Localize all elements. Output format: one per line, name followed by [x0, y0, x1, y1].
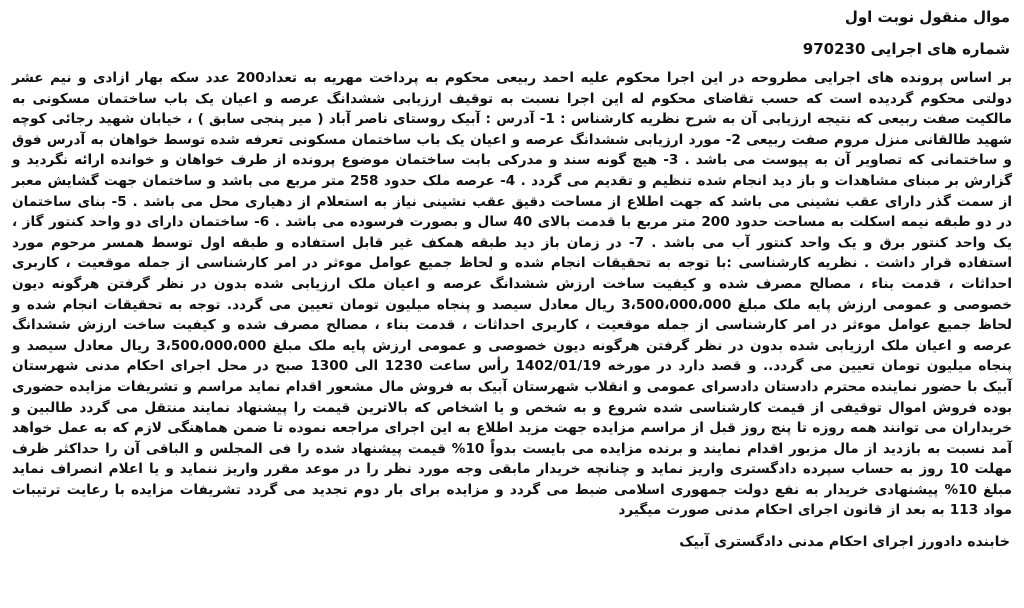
- signature-line: خابنده دادورز اجرای احکام مدنی دادگستری آبیک: [679, 534, 1010, 551]
- case-number-line: شماره های اجرایی 970230: [802, 40, 1010, 58]
- notice-body-paragraph: بر اساس پرونده های اجرایی مطروحه در این اجرا محکوم علیه احمد ربیعی محکوم به پرداخت مهریه به تعداد200 عدد سکه بهار ازادی و نیم عشر دولتی محکوم گردیده است که حسب تقاضای محکوم له این اجرا نسبت به توقیف ارزیابی ششدانگ عرصه و اعیان یک باب ساختمان مسکونی به مالکیت صفت ربیعی که نتیجه ارزیابی آن به شرح نظریه کارشناس : 1- آدرس : آبیک روستای ناصر آباد ( میر پنجی سابق ) ، خیابان شهید رجائی کوچه شهید طالقانی منزل مروم صفت ربیعی 2- مورد ارزیابی ششدانگ عرصه و اعیان یک باب ساختمان مسکونی تعرفه شده توسط خواهان به آدرس فوق و ساختمانی که تصاویر آن به پیوست می باشد . 3- هیچ گونه سند و مدرکی بابت ساختمان موضوع پرونده از طرف خواهان و خوانده ارائه نگردید و گزارش بر مبنای مشاهدات و باز دید انجام شده تنظیم و تقدیم می گردد . 4- عرصه ملک حدود 258 متر مربع می باشد و ساختمان جهت گشایش معبر از سمت گذر دارای عقب نشینی می باشد که جهت اطلاع از مساحت دقیق عقب نشینی نیاز به استعلام از دهیاری محل می باشد . 5- بنای ساختمان در دو طبقه نیمه اسکلت به مساحت حدود 200 متر مربع با قدمت بالای 40 سال و بصورت فرسوده می باشد . 6- ساختمان دارای دو واحد کنتور گاز ، یک واحد کنتور برق و یک واحد کنتور آب می باشد . 7- در زمان باز دید طبقه همکف غیر قابل استفاده و طبقه اول توسط همسر مرحوم مورد استفاده قرار داشت . نظریه کارشناسی :با توجه به تحقیقات انجام شده و لحاظ جمیع عوامل موءثر در امر کارشناسی از جمله موقعیت ، کاربری احداثات ، قدمت بناء ، مصالح مصرف شده و کیفیت ساخت ارزش ششدانگ عرصه و اعیان ملک ارزیابی شده بدون در نظر گرفتن هرگونه دیون خصوصی و عمومی ارزش پایه ملک مبلغ 3،500،000،000 ریال معادل سیصد و پنجاه میلیون تومان تعیین می گردد. توجه به تحقیقات انجام شده و لحاظ جمیع عوامل موءثر در امر کارشناسی از جمله موقعیت ، کاربری احداثات ، قدمت بناء ، مصالح مصرف شده و کیفیت ساخت ارزش ششدانگ عرصه و اعیان ملک ارزیابی شده بدون در نظر گرفتن هرگونه دیون خصوصی و عمومی ارزش پایه ملک مبلغ 3،500،000،000 ریال معادل سیصد و پنجاه میلیون تومان تعیین می گردد.. و قصد دارد در مورخه 1402/01/19 رأس ساعت 1230 الی 1300 صبح در محل اجرای احکام مدنی شهرستان آبیک با حضور نماینده محترم دادستان دادسرای عمومی و انقلاب شهرستان آبیک به فروش مال مشعور اقدام نماید مراسم و تشریفات مزایده حضوری بوده فروش اموال توقیفی از قیمت کارشناسی شده شروع و به شخص و یا اشخاص که بالاترین قیمت را پیشنهاد نمایند منتقل می گردد طالبین و خریداران می توانند همه روزه تا پنج روز قبل از مراسم مزایده جهت مزید اطلاع به این اجرای مراجعه نموده تا ضمن هماهنگی لازم که به عمل خواهد آمد نسبت به بازدید از مال مزبور اقدام نمایند و برنده مزایده می بایست بدواً 10% قیمت پیشنهاد شده را فی المجلس و الباقی آن را حداکثر ظرف مهلت 10 روز به حساب سپرده دادگستری واریز نماید و چنانچه خریدار مابقی وجه مورد نظر را در موعد مقرر واریز ننماید و یا اعلام انصراف نماید مبلغ 10% پیشنهادی خریدار به نفع دولت جمهوری اسلامی ضبط می گردد و مزایده برای بار دوم تجدید می گردد تشریفات مزایده با رعایت ترتیبات مواد 113 به بعد از قانون اجرای احکام مدنی صورت میگیرد: [12, 70, 1013, 519]
- auction-notice-document: [12, 6, 1012, 602]
- document-title: موال منقول نوبت اول: [844, 8, 1010, 26]
